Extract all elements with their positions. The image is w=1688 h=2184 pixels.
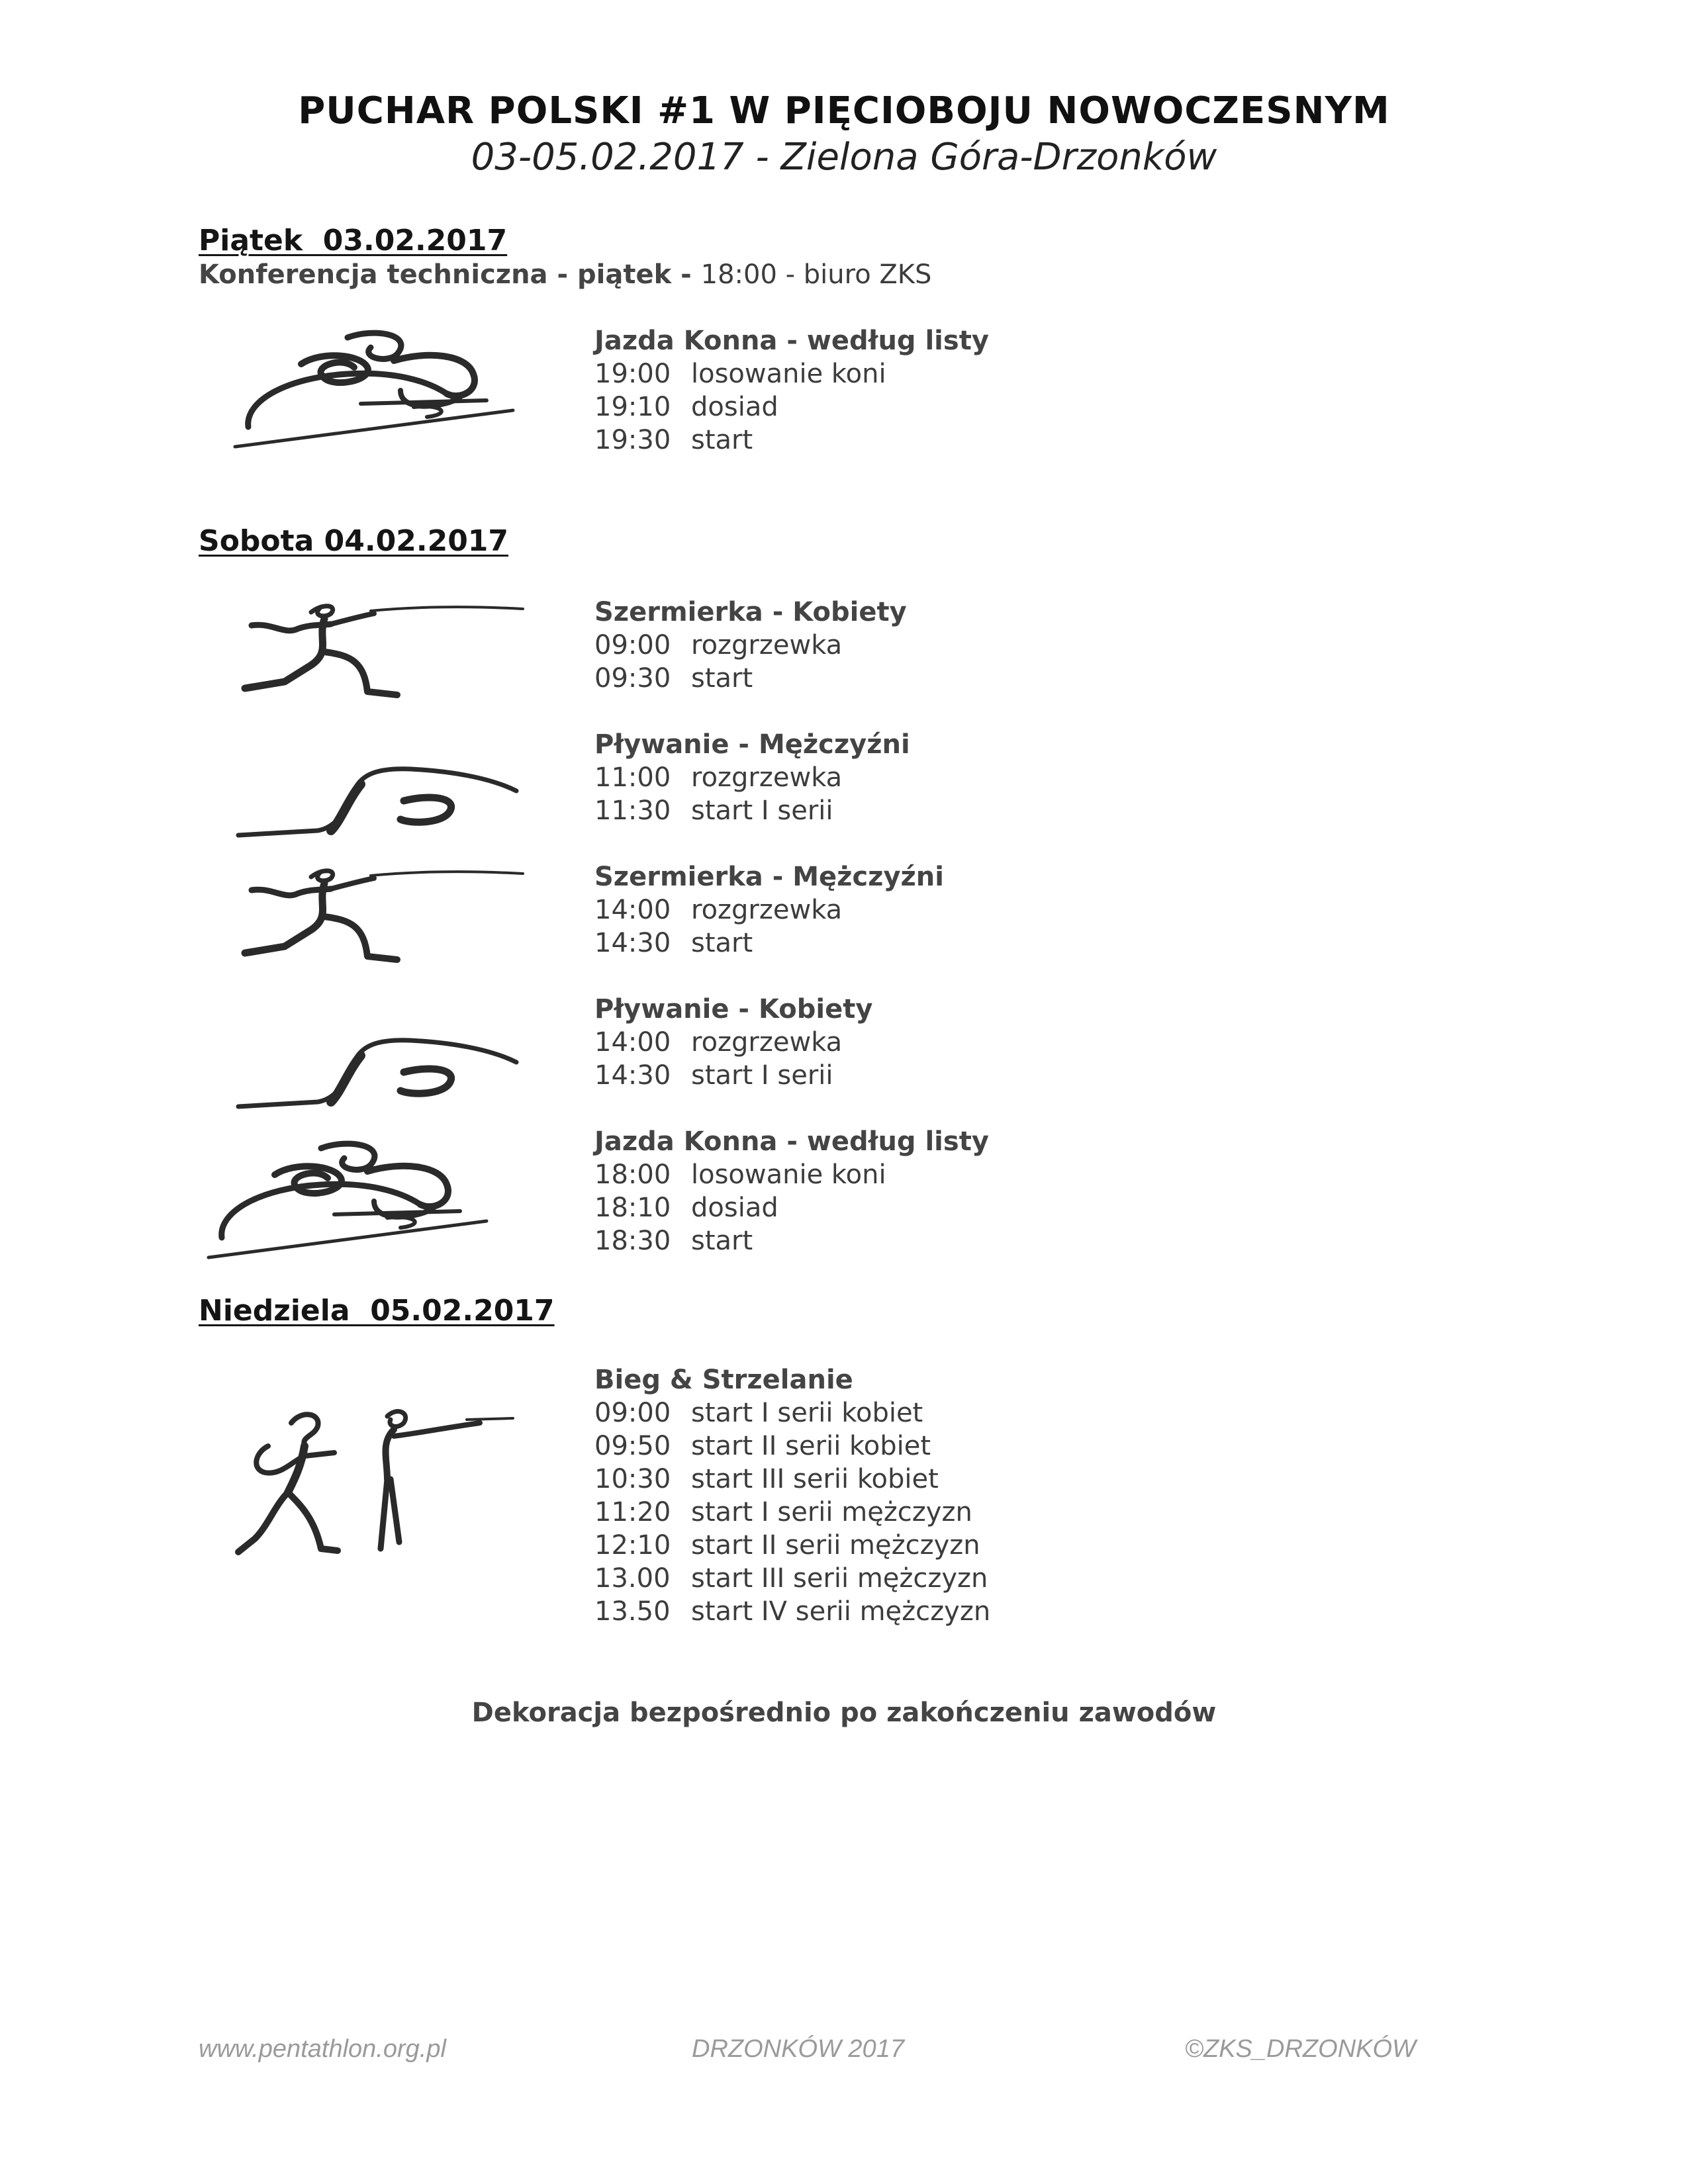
footer-center: DRZONKÓW 2017	[692, 2035, 904, 2063]
schedule-text: rozgrzewka	[691, 630, 843, 660]
schedule-time: 10:30	[594, 1464, 671, 1494]
schedule-row	[594, 1562, 990, 1595]
event-run-and-shoot	[594, 1363, 990, 1628]
schedule-row	[594, 662, 907, 695]
schedule-text: start I serii	[691, 1060, 833, 1091]
schedule-text: losowanie koni	[691, 1160, 886, 1190]
day-heading-saturday: Sobota 04.02.2017	[199, 524, 509, 558]
event-fencing-men	[594, 860, 944, 960]
event-horse-riding-friday	[594, 324, 989, 457]
event-title: Jazda Konna - według listy	[594, 326, 989, 356]
schedule-time: 19:30	[594, 425, 671, 455]
schedule-time: 19:10	[594, 392, 671, 422]
schedule-time: 18:10	[594, 1193, 671, 1223]
schedule-text: start I serii kobiet	[691, 1398, 923, 1428]
schedule-row	[594, 1463, 990, 1496]
schedule-row	[594, 1158, 989, 1191]
schedule-time: 09:30	[594, 663, 671, 694]
conference-label: Konferencja techniczna - piątek -	[199, 259, 701, 290]
swimming-icon	[232, 761, 523, 841]
fencing-icon	[238, 599, 530, 698]
event-title: Szermierka - Kobiety	[594, 597, 907, 627]
schedule-row	[594, 1595, 990, 1628]
schedule-time: 11:00	[594, 762, 671, 793]
event-swimming-women	[594, 993, 872, 1092]
event-title: Pływanie - Kobiety	[594, 994, 873, 1024]
schedule-text: start I serii	[691, 796, 833, 826]
schedule-time: 13.50	[594, 1596, 671, 1627]
schedule-text: rozgrzewka	[691, 1027, 843, 1058]
event-title: Szermierka - Mężczyźni	[594, 862, 944, 892]
schedule-text: dosiad	[691, 1193, 778, 1223]
schedule-time: 09:00	[594, 1398, 671, 1428]
schedule-text: losowanie koni	[691, 359, 886, 389]
schedule-text: start	[691, 928, 753, 958]
schedule-time: 18:30	[594, 1226, 671, 1256]
schedule-row	[594, 761, 910, 794]
document-title: PUCHAR POLSKI #1 W PIĘCIOBOJU NOWOCZESNYM	[298, 89, 1390, 132]
event-horse-riding-saturday	[594, 1125, 989, 1257]
schedule-text: start II serii kobiet	[691, 1431, 931, 1461]
schedule-row	[594, 1529, 990, 1562]
swimming-icon	[232, 1032, 523, 1112]
schedule-text: start IV serii mężczyzn	[691, 1596, 991, 1627]
schedule-text: start III serii mężczyzn	[691, 1563, 988, 1594]
schedule-time: 09:50	[594, 1431, 671, 1461]
footer-copyright: ©ZKS_DRZONKÓW	[1185, 2035, 1416, 2063]
run-and-shoot-icon	[228, 1406, 520, 1565]
technical-conference-line	[199, 259, 931, 290]
schedule-time: 14:00	[594, 1027, 671, 1058]
schedule-row	[594, 1396, 990, 1430]
schedule-row	[594, 1496, 990, 1529]
schedule-row	[594, 1191, 989, 1224]
fencing-icon	[238, 864, 530, 963]
schedule-text: rozgrzewka	[691, 762, 843, 793]
closing-note: Dekoracja bezpośrednio po zakończeniu zawodów	[471, 1698, 1217, 1728]
horse-riding-icon	[228, 328, 520, 453]
schedule-time: 12:10	[594, 1530, 671, 1561]
schedule-text: start	[691, 425, 753, 455]
event-title: Pływanie - Mężczyźni	[594, 729, 910, 760]
schedule-time: 11:30	[594, 796, 671, 826]
day-heading-friday: Piątek 03.02.2017	[199, 224, 508, 257]
event-title: Jazda Konna - według listy	[594, 1126, 989, 1157]
schedule-text: start III serii kobiet	[691, 1464, 939, 1494]
horse-riding-icon	[202, 1138, 493, 1264]
schedule-row	[594, 1224, 989, 1257]
schedule-time: 11:20	[594, 1497, 671, 1527]
event-title: Bieg & Strzelanie	[594, 1365, 853, 1395]
schedule-row	[594, 794, 910, 827]
schedule-time: 14:30	[594, 928, 671, 958]
schedule-time: 14:00	[594, 895, 671, 925]
schedule-text: dosiad	[691, 392, 778, 422]
conference-details: 18:00 - biuro ZKS	[700, 259, 932, 290]
schedule-row	[594, 357, 989, 390]
day-heading-sunday: Niedziela 05.02.2017	[199, 1294, 555, 1328]
schedule-text: start	[691, 663, 753, 694]
document-subtitle: 03-05.02.2017 - Zielona Góra-Drzonków	[471, 136, 1217, 179]
event-fencing-women	[594, 596, 907, 695]
footer-website: www.pentathlon.org.pl	[199, 2035, 446, 2063]
schedule-row	[594, 1026, 872, 1059]
schedule-row	[594, 1059, 872, 1092]
schedule-row	[594, 1430, 990, 1463]
schedule-text: rozgrzewka	[691, 895, 843, 925]
schedule-row	[594, 927, 944, 960]
schedule-time: 18:00	[594, 1160, 671, 1190]
schedule-time: 19:00	[594, 359, 671, 389]
event-swimming-men	[594, 728, 910, 827]
schedule-text: start	[691, 1226, 753, 1256]
schedule-time: 09:00	[594, 630, 671, 660]
schedule-row	[594, 893, 944, 927]
schedule-time: 14:30	[594, 1060, 671, 1091]
schedule-row	[594, 629, 907, 662]
schedule-text: start II serii mężczyzn	[691, 1530, 980, 1561]
schedule-row	[594, 390, 989, 424]
schedule-text: start I serii mężczyzn	[691, 1497, 972, 1527]
schedule-time: 13.00	[594, 1563, 671, 1594]
schedule-row	[594, 424, 989, 457]
